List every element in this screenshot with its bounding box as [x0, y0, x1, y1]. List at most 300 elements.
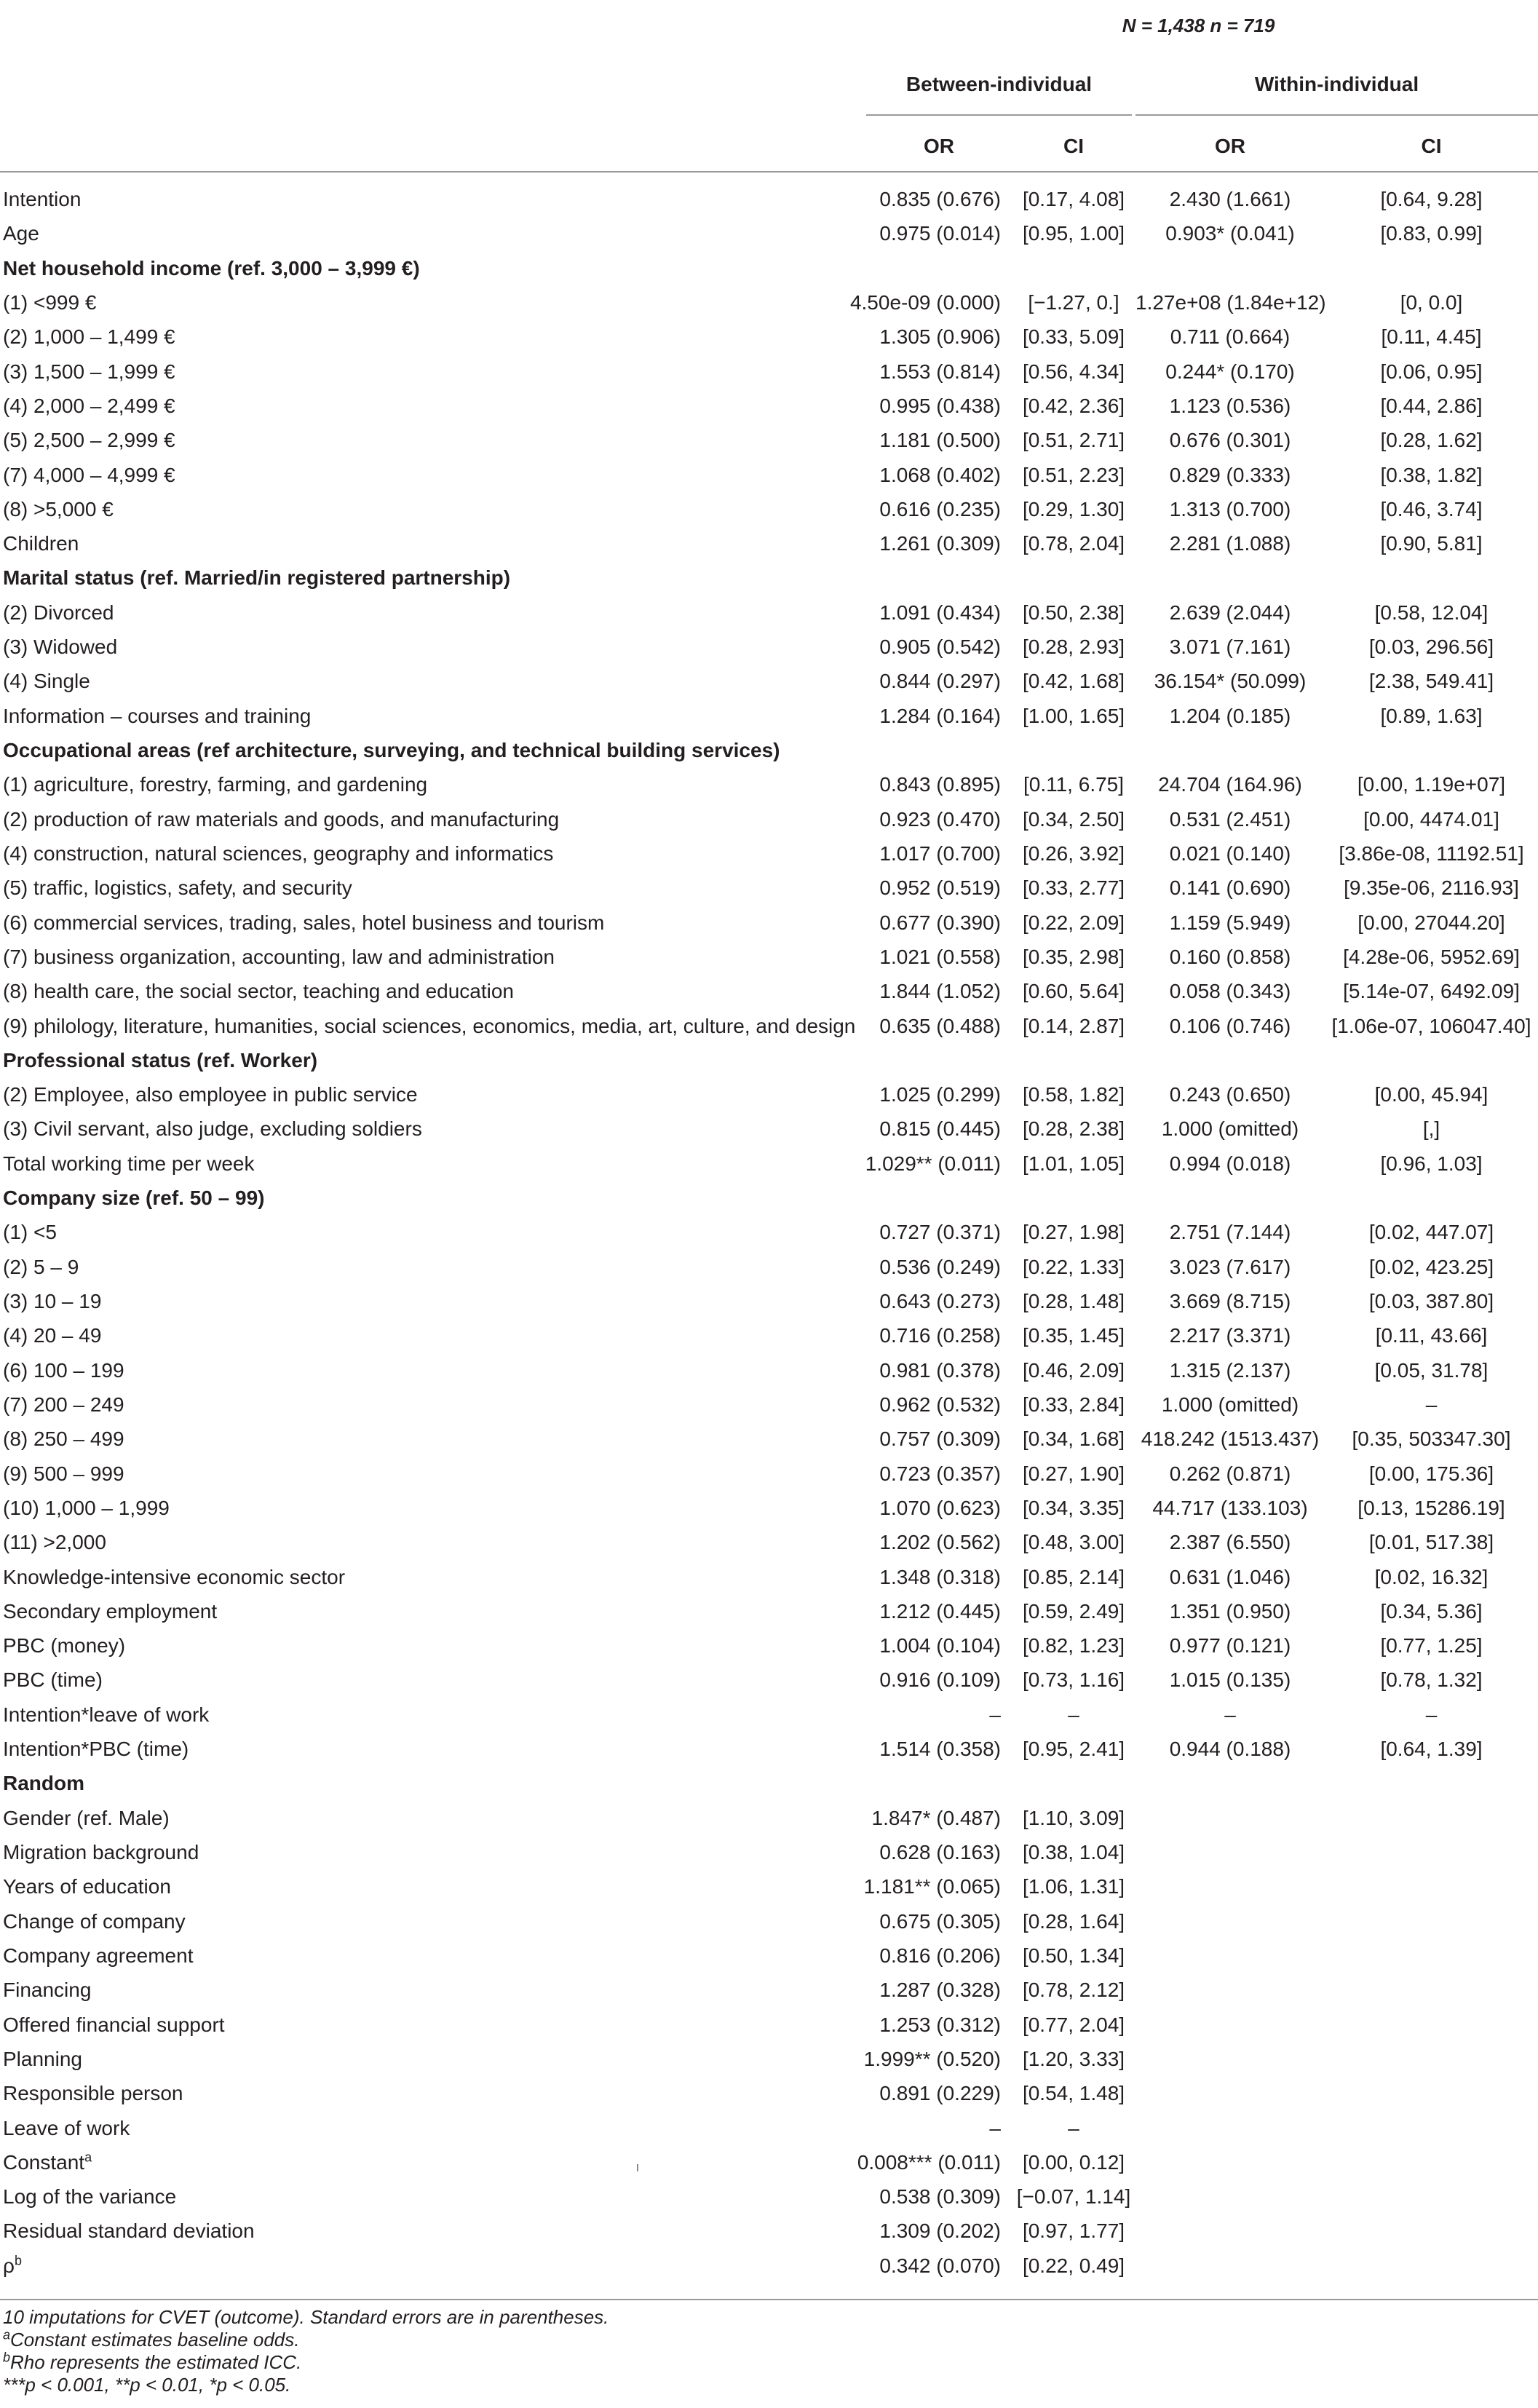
- row-label-text: (1) agriculture, forestry, farming, and gardening: [3, 773, 428, 796]
- row-label: [3, 2048, 82, 2071]
- footnote-b-marker: b: [3, 2350, 11, 2365]
- table-row: [0, 2111, 1538, 2145]
- table-row: [0, 802, 1538, 836]
- between-or-cell: 0.952 (0.519): [879, 876, 1001, 900]
- between-ci-cell: [0.59, 2.49]: [1022, 1599, 1125, 1623]
- table-row: [0, 320, 1538, 354]
- within-ci-cell: [0.06, 0.95]: [1380, 360, 1483, 383]
- row-label-text: Migration background: [3, 1841, 199, 1864]
- row-label-footnote-marker: b: [14, 2253, 22, 2268]
- row-label: [3, 2013, 225, 2037]
- table-row: [0, 767, 1538, 801]
- row-label-text: Company size (ref. 50 – 99): [3, 1187, 265, 1210]
- between-or-cell: 0.635 (0.488): [879, 1014, 1001, 1037]
- row-label: [3, 1875, 171, 1898]
- between-ci-cell: [0.51, 2.23]: [1022, 463, 1125, 486]
- within-ci-cell: [0, 0.0]: [1400, 290, 1463, 314]
- between-ci-cell: [0.27, 1.98]: [1022, 1221, 1125, 1244]
- table-row: [0, 1250, 1538, 1284]
- table-row: [0, 664, 1538, 698]
- within-ci-cell: [0.78, 1.32]: [1380, 1668, 1483, 1692]
- table-row: [0, 423, 1538, 457]
- table-row: [0, 1491, 1538, 1525]
- table-footnotes: [3, 2306, 609, 2396]
- between-or-cell: 1.068 (0.402): [879, 463, 1001, 486]
- between-or-cell: 1.070 (0.623): [879, 1496, 1001, 1519]
- row-label: [3, 2117, 130, 2140]
- between-ci-cell: [0.42, 2.36]: [1022, 394, 1125, 417]
- within-ci-cell: [0.03, 296.56]: [1368, 635, 1494, 659]
- row-label-text: PBC (money): [3, 1634, 126, 1658]
- between-ci-cell: [0.58, 1.82]: [1022, 1083, 1125, 1106]
- table-row: [0, 389, 1538, 423]
- between-or-cell: 1.284 (0.164): [879, 704, 1001, 727]
- between-ci-cell: [1.20, 3.33]: [1022, 2047, 1125, 2070]
- table-row: [0, 1560, 1538, 1594]
- row-label: [3, 635, 117, 659]
- row-label-text: Occupational areas (ref architecture, surveying, and technical building services): [3, 739, 780, 761]
- table-row: [0, 1457, 1538, 1491]
- row-label-text: (2) Employee, also employee in public service: [3, 1083, 418, 1106]
- between-or-cell: 1.021 (0.558): [879, 945, 1001, 968]
- within-ci-cell: [0.02, 423.25]: [1368, 1255, 1494, 1278]
- between-ci-cell: –: [1068, 2116, 1079, 2139]
- row-label: [3, 1600, 217, 1623]
- row-label: [3, 1015, 855, 1038]
- between-or-cell: 0.677 (0.390): [879, 911, 1001, 934]
- row-label-text: (1) <5: [3, 1221, 57, 1244]
- row-label-text: Secondary employment: [3, 1599, 218, 1623]
- between-ci-cell: [0.34, 2.50]: [1022, 807, 1125, 831]
- within-ci-cell: [0.00, 45.94]: [1374, 1083, 1489, 1106]
- within-or-cell: 0.994 (0.018): [1169, 1152, 1291, 1175]
- row-label-text: Offered financial support: [3, 2013, 225, 2036]
- between-or-cell: 1.309 (0.202): [879, 2219, 1001, 2243]
- table-row: [0, 630, 1538, 664]
- between-ci-cell: [1.01, 1.05]: [1022, 1152, 1125, 1175]
- within-ci-cell: [0.83, 0.99]: [1380, 222, 1483, 245]
- row-label-text: Gender (ref. Male): [3, 1806, 170, 1829]
- within-ci-cell: [0.00, 175.36]: [1368, 1462, 1494, 1485]
- between-or-cell: 0.816 (0.206): [879, 1944, 1001, 1967]
- between-ci-cell: [0.42, 1.68]: [1022, 670, 1125, 693]
- between-or-cell: 0.727 (0.371): [879, 1221, 1001, 1244]
- within-ci-cell: [0.11, 4.45]: [1381, 325, 1482, 349]
- row-label: [3, 498, 114, 521]
- row-label-text: Constant: [3, 2150, 85, 2174]
- row-label-text: (6) 100 – 199: [3, 1358, 124, 1382]
- between-ci-cell: [0.95, 2.41]: [1022, 1738, 1125, 1761]
- within-or-cell: 2.281 (1.088): [1169, 532, 1291, 555]
- row-label: [3, 1807, 170, 1830]
- between-ci-cell: [−0.07, 1.14]: [1016, 2185, 1131, 2209]
- row-label: [3, 601, 114, 625]
- row-label-text: (2) 1,000 – 1,499 €: [3, 325, 175, 349]
- row-label-text: Planning: [3, 2047, 82, 2070]
- row-label: [3, 360, 175, 384]
- row-label-text: (9) 500 – 999: [3, 1462, 124, 1485]
- row-label-text: Total working time per week: [3, 1152, 255, 1175]
- within-ci-cell: [4.28e-06, 5952.69]: [1343, 945, 1520, 968]
- within-ci-cell: [0.89, 1.63]: [1380, 704, 1483, 727]
- within-or-cell: 2.751 (7.144): [1169, 1221, 1291, 1244]
- within-ci-cell: [0.64, 9.28]: [1380, 188, 1483, 210]
- row-label-text: (2) production of raw materials and goods, and manufacturing: [3, 807, 560, 831]
- between-or-cell: 1.025 (0.299): [879, 1083, 1001, 1106]
- row-label: [3, 1910, 186, 1933]
- between-ci-cell: [0.22, 0.49]: [1022, 2254, 1125, 2277]
- within-or-cell: 1.159 (5.949): [1169, 911, 1291, 934]
- table-row: [0, 1904, 1538, 1938]
- within-or-cell: 1.015 (0.135): [1169, 1668, 1291, 1692]
- table-row: [0, 285, 1538, 320]
- within-ci-cell: [0.00, 4474.01]: [1363, 807, 1499, 831]
- within-or-cell: 1.315 (2.137): [1169, 1358, 1291, 1382]
- within-ci-cell: [0.01, 517.38]: [1368, 1531, 1494, 1554]
- table-row: [0, 1801, 1538, 1835]
- within-ci-cell: [0.64, 1.39]: [1380, 1738, 1483, 1761]
- between-or-cell: 1.212 (0.445): [879, 1599, 1001, 1623]
- table-section-header: [0, 1043, 1538, 1077]
- row-label: [3, 705, 311, 728]
- table-row: [0, 1009, 1538, 1043]
- within-or-cell: 1.123 (0.536): [1169, 394, 1291, 417]
- within-group-rule: [1135, 114, 1538, 116]
- row-label-text: Leave of work: [3, 2116, 130, 2139]
- between-or-cell: 0.008*** (0.011): [857, 2150, 1001, 2174]
- between-ci-cell: [0.35, 2.98]: [1022, 945, 1125, 968]
- row-label: [3, 2082, 183, 2105]
- row-label: [3, 1393, 124, 1417]
- between-ci-cell: [0.28, 2.38]: [1022, 1117, 1125, 1141]
- table-row: [0, 1869, 1538, 1904]
- between-ci-cell: [0.77, 2.04]: [1022, 2013, 1125, 2036]
- between-ci-cell: [0.28, 1.64]: [1022, 1909, 1125, 1933]
- table-row: [0, 182, 1538, 216]
- between-ci-cell: [0.28, 2.93]: [1022, 635, 1125, 659]
- between-or-cell: 1.261 (0.309): [879, 532, 1001, 555]
- between-individual-header: Between-individual: [905, 73, 1093, 95]
- within-ci-cell: [1.06e-07, 106047.40]: [1331, 1014, 1531, 1037]
- between-ci-cell: [1.10, 3.09]: [1022, 1806, 1125, 1829]
- row-label: [3, 876, 352, 900]
- row-label: [3, 2151, 92, 2174]
- row-label: [3, 291, 96, 314]
- between-or-cell: 1.287 (0.328): [879, 1979, 1001, 2002]
- between-ci-cell: [0.56, 4.34]: [1022, 360, 1125, 383]
- row-label-text: (4) 20 – 49: [3, 1324, 102, 1347]
- table-row: [0, 1594, 1538, 1628]
- footnote-imputations: 10 imputations for CVET (outcome). Standard errors are in parentheses.: [3, 2306, 609, 2328]
- row-label: [3, 1462, 124, 1486]
- row-label: [3, 1497, 170, 1520]
- footnote-b: [3, 2351, 609, 2374]
- between-ci-cell: [0.00, 0.12]: [1022, 2150, 1125, 2174]
- row-label-text: Random: [3, 1772, 84, 1795]
- between-or-header: OR: [924, 135, 954, 157]
- row-label: [3, 257, 420, 280]
- row-label-text: (2) Divorced: [3, 601, 114, 624]
- row-label: [3, 464, 175, 487]
- within-ci-cell: [0.44, 2.86]: [1380, 394, 1483, 417]
- row-label: [3, 1427, 124, 1451]
- table-row: [0, 1077, 1538, 1112]
- row-label-text: Company agreement: [3, 1944, 194, 1967]
- within-ci-cell: [0.77, 1.25]: [1380, 1634, 1483, 1658]
- between-ci-cell: [1.00, 1.65]: [1022, 704, 1125, 727]
- row-label: [3, 670, 90, 693]
- table-section-header: [0, 1181, 1538, 1215]
- table-row: [0, 1215, 1538, 1249]
- row-label-text: (8) 250 – 499: [3, 1427, 124, 1451]
- row-label: [3, 2185, 176, 2209]
- row-label: [3, 1738, 189, 1761]
- within-or-cell: 0.531 (2.451): [1169, 807, 1291, 831]
- stray-mark: [637, 2164, 638, 2171]
- between-or-cell: 1.348 (0.318): [879, 1565, 1001, 1588]
- within-or-cell: 2.430 (1.661): [1169, 188, 1291, 210]
- between-or-cell: 0.757 (0.309): [879, 1427, 1001, 1451]
- between-ci-cell: [0.50, 2.38]: [1022, 601, 1125, 624]
- row-label: [3, 1083, 418, 1106]
- between-ci-cell: [−1.27, 0.]: [1028, 290, 1119, 314]
- row-label: [3, 188, 81, 211]
- within-ci-cell: [0.34, 5.36]: [1380, 1599, 1483, 1623]
- between-or-cell: 0.815 (0.445): [879, 1117, 1001, 1141]
- row-label-text: Years of education: [3, 1875, 171, 1898]
- sample-size-header: N = 1,438 n = 719: [1122, 15, 1275, 36]
- between-or-cell: –: [989, 2116, 1001, 2139]
- between-or-cell: 0.643 (0.273): [879, 1290, 1001, 1312]
- between-or-cell: 0.835 (0.676): [879, 188, 1001, 210]
- between-ci-cell: [0.48, 3.00]: [1022, 1531, 1125, 1554]
- within-or-cell: 3.071 (7.161): [1169, 635, 1291, 659]
- row-label-text: (8) health care, the social sector, teaching and education: [3, 980, 514, 1003]
- header-bottom-rule: [0, 171, 1538, 173]
- table-row: [0, 1146, 1538, 1181]
- row-label-text: (3) 1,500 – 1,999 €: [3, 360, 175, 383]
- between-or-cell: 0.891 (0.229): [879, 2082, 1001, 2105]
- row-label: [3, 1772, 84, 1795]
- row-label-text: Age: [3, 222, 39, 245]
- between-or-cell: 0.723 (0.357): [879, 1462, 1001, 1485]
- between-ci-cell: [0.60, 5.64]: [1022, 980, 1125, 1003]
- between-or-cell: 1.553 (0.814): [879, 360, 1001, 383]
- row-label-text: Intention*PBC (time): [3, 1738, 189, 1761]
- between-or-cell: 0.995 (0.438): [879, 394, 1001, 417]
- between-ci-cell: [0.82, 1.23]: [1022, 1634, 1125, 1658]
- row-label-text: (7) 200 – 249: [3, 1393, 124, 1416]
- within-or-cell: 0.977 (0.121): [1169, 1634, 1291, 1658]
- row-label: [3, 532, 79, 555]
- within-ci-cell: [0.28, 1.62]: [1380, 429, 1483, 452]
- row-label: [3, 1841, 199, 1864]
- footnote-significance: ***p < 0.001, **p < 0.01, *p < 0.05.: [3, 2374, 291, 2396]
- within-or-cell: 0.829 (0.333): [1169, 463, 1291, 486]
- within-or-cell: 0.631 (1.046): [1169, 1565, 1291, 1588]
- row-label: [3, 1634, 125, 1658]
- between-or-cell: 0.916 (0.109): [879, 1668, 1001, 1692]
- table-row: [0, 2076, 1538, 2110]
- between-ci-cell: [0.14, 2.87]: [1022, 1014, 1125, 1037]
- table-section-header: [0, 251, 1538, 285]
- row-label-text: Marital status (ref. Married/in registered partnership): [3, 566, 511, 590]
- row-label: [3, 1290, 101, 1313]
- between-or-cell: 1.029** (0.011): [865, 1152, 1001, 1175]
- footnote-a: [3, 2329, 609, 2351]
- between-or-cell: 0.843 (0.895): [879, 773, 1001, 796]
- within-ci-cell: [3.86e-08, 11192.51]: [1339, 841, 1524, 865]
- row-label-footnote-marker: a: [84, 2150, 92, 2165]
- row-label: [3, 2219, 255, 2243]
- between-ci-cell: [0.51, 2.71]: [1022, 429, 1125, 452]
- between-ci-cell: [0.22, 1.33]: [1022, 1255, 1125, 1278]
- between-or-cell: 0.716 (0.258): [879, 1324, 1001, 1347]
- row-label-text: Log of the variance: [3, 2185, 177, 2209]
- within-ci-cell: [0.03, 387.80]: [1368, 1290, 1494, 1312]
- row-label-text: Residual standard deviation: [3, 2219, 255, 2243]
- row-label: [3, 1703, 209, 1727]
- within-or-cell: 0.711 (0.664): [1170, 325, 1291, 349]
- row-label: [3, 395, 175, 418]
- between-ci-cell: [0.33, 2.84]: [1022, 1393, 1125, 1416]
- table-row: [0, 2042, 1538, 2076]
- within-ci-cell: [0.02, 16.32]: [1374, 1565, 1489, 1588]
- within-or-cell: 2.639 (2.044): [1169, 601, 1291, 624]
- between-ci-cell: [0.78, 2.12]: [1022, 1979, 1125, 2002]
- within-ci-cell: –: [1425, 1703, 1438, 1726]
- table-row: [0, 595, 1538, 630]
- row-label-text: ρ: [3, 2254, 15, 2277]
- row-label: [3, 1221, 57, 1244]
- within-or-cell: 0.243 (0.650): [1169, 1083, 1291, 1106]
- within-ci-cell: [0.02, 447.07]: [1368, 1221, 1494, 1244]
- between-or-cell: 0.616 (0.235): [879, 497, 1001, 520]
- row-label: [3, 222, 39, 245]
- table-row: [0, 871, 1538, 905]
- row-label: [3, 911, 604, 935]
- within-or-cell: 0.021 (0.140): [1169, 841, 1291, 865]
- row-label-text: Information – courses and training: [3, 704, 312, 727]
- between-or-cell: 1.514 (0.358): [879, 1738, 1001, 1761]
- row-label-text: (3) Civil servant, also judge, excluding soldiers: [3, 1117, 422, 1141]
- between-ci-cell: [1.06, 1.31]: [1022, 1875, 1125, 1898]
- row-label: [3, 1531, 106, 1554]
- within-or-cell: 0.903* (0.041): [1165, 222, 1295, 245]
- row-label-text: Financing: [3, 1979, 92, 2002]
- between-ci-cell: [0.28, 1.48]: [1022, 1290, 1125, 1312]
- within-or-cell: –: [1224, 1703, 1236, 1726]
- row-label: [3, 1566, 345, 1589]
- within-or-cell: 1.204 (0.185): [1169, 704, 1291, 727]
- table-row: [0, 526, 1538, 561]
- table-row: [0, 1353, 1538, 1387]
- between-or-cell: 1.181 (0.500): [879, 429, 1001, 452]
- within-or-cell: 0.262 (0.871): [1169, 1462, 1291, 1485]
- within-ci-cell: [0.90, 5.81]: [1380, 532, 1483, 555]
- within-ci-cell: [0.13, 15286.19]: [1357, 1496, 1505, 1519]
- table-row: [0, 1698, 1538, 1732]
- within-or-cell: 0.944 (0.188): [1169, 1738, 1291, 1761]
- table-section-header: [0, 561, 1538, 595]
- between-ci-cell: [0.46, 2.09]: [1022, 1358, 1125, 1382]
- table-row: [0, 940, 1538, 974]
- within-ci-cell: [0.46, 3.74]: [1380, 497, 1483, 520]
- row-label-text: (5) 2,500 – 2,999 €: [3, 429, 175, 452]
- between-ci-cell: [0.95, 1.00]: [1022, 222, 1125, 245]
- within-or-header: OR: [1215, 135, 1245, 157]
- table-row: [0, 2214, 1538, 2248]
- row-label-text: (2) 5 – 9: [3, 1255, 79, 1278]
- between-ci-cell: [0.38, 1.04]: [1022, 1841, 1125, 1864]
- between-or-cell: 0.923 (0.470): [879, 807, 1001, 831]
- row-label-text: (4) Single: [3, 670, 90, 693]
- between-or-cell: 1.999** (0.520): [863, 2047, 1001, 2070]
- within-ci-cell: [0.05, 31.78]: [1374, 1358, 1489, 1382]
- row-label: [3, 773, 427, 796]
- row-label: [3, 566, 510, 590]
- row-label-text: (1) <999 €: [3, 290, 97, 314]
- table-row: [0, 1938, 1538, 1973]
- table-row: [0, 906, 1538, 940]
- between-ci-cell: –: [1068, 1703, 1079, 1726]
- between-ci-cell: [0.33, 5.09]: [1022, 325, 1125, 349]
- between-ci-cell: [0.17, 4.08]: [1022, 188, 1125, 210]
- between-ci-header: CI: [1063, 135, 1084, 157]
- row-label-text: (5) traffic, logistics, safety, and security: [3, 876, 352, 900]
- within-or-cell: 24.704 (164.96): [1158, 773, 1302, 796]
- within-individual-header: Within-individual: [1254, 73, 1419, 95]
- between-or-cell: –: [989, 1703, 1001, 1726]
- row-label: [3, 1152, 254, 1176]
- row-label-text: (3) 10 – 19: [3, 1290, 102, 1312]
- row-label-text: Change of company: [3, 1909, 186, 1933]
- row-label-text: (11) >2,000: [3, 1531, 106, 1554]
- between-ci-cell: [0.27, 1.90]: [1022, 1462, 1125, 1485]
- table-section-header: [0, 733, 1538, 767]
- row-label: [3, 1117, 422, 1141]
- between-or-cell: 0.975 (0.014): [879, 222, 1001, 245]
- between-or-cell: 1.181** (0.065): [863, 1875, 1001, 1898]
- within-ci-cell: [9.35e-06, 2116.93]: [1344, 876, 1519, 900]
- within-or-cell: 1.000 (omitted): [1161, 1117, 1299, 1141]
- within-or-cell: 2.387 (6.550): [1169, 1531, 1291, 1554]
- within-or-cell: 0.058 (0.343): [1169, 980, 1291, 1003]
- between-or-cell: 0.536 (0.249): [879, 1255, 1001, 1278]
- row-label-text: Intention: [3, 188, 82, 210]
- table-row: [0, 2249, 1538, 2283]
- row-label-text: Knowledge-intensive economic sector: [3, 1565, 346, 1588]
- row-label: [3, 325, 175, 349]
- within-or-cell: 0.676 (0.301): [1169, 429, 1291, 452]
- table-bottom-rule: [0, 2299, 1538, 2300]
- row-label: [3, 842, 553, 866]
- row-label: [3, 808, 559, 831]
- between-ci-cell: [0.78, 2.04]: [1022, 532, 1125, 555]
- between-ci-cell: [0.26, 3.92]: [1022, 841, 1125, 865]
- table-row: [0, 1422, 1538, 1456]
- within-ci-cell: [0.35, 503347.30]: [1352, 1427, 1511, 1451]
- between-ci-cell: [0.34, 1.68]: [1022, 1427, 1125, 1451]
- row-label-text: (7) 4,000 – 4,999 €: [3, 463, 175, 486]
- between-or-cell: 0.342 (0.070): [879, 2254, 1001, 2277]
- within-ci-header: CI: [1421, 135, 1442, 157]
- within-ci-cell: [0.00, 1.19e+07]: [1357, 773, 1506, 796]
- between-ci-cell: [0.34, 3.35]: [1022, 1496, 1125, 1519]
- within-or-cell: 0.244* (0.170): [1165, 360, 1295, 383]
- table-row: [0, 1525, 1538, 1559]
- between-ci-cell: [0.33, 2.77]: [1022, 876, 1125, 900]
